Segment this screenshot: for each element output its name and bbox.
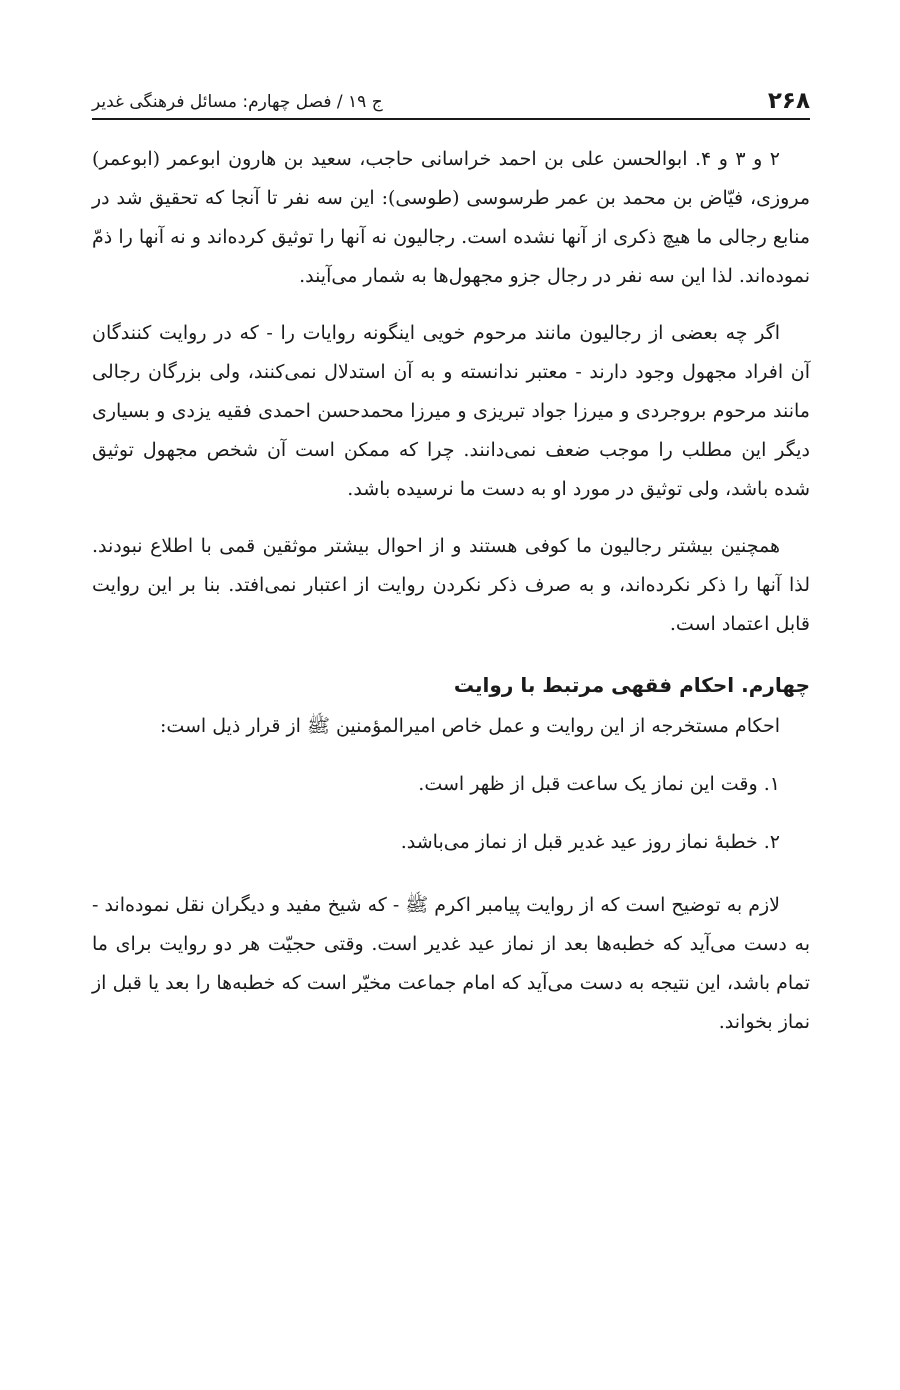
running-header-title: ج ۱۹ / فصل چهارم: مسائل فرهنگی غدیر [92,92,383,112]
paragraph-scholars-opinion: اگر چه بعضی از رجالیون مانند مرحوم خویی اینگونه روایات را - که در روایت کنندگان آن افراد مجهول وجود دارند - معتبر ندانسته و به آن استدلال نمی‌کنند، ولی بزرگان رجالی مانند مرحوم بروجردی و میرزا جواد تبریزی و میرزا محمدحسن احمدی فقیه یزدی و بسیاری دیگر این مطلب را موجب ضعف نمی‌دانند. چرا که ممکن است آن شخص مجهول توثیق شده باشد، ولی توثیق در مورد او به دست ما نرسیده باشد. [92,322,810,500]
page-body [92,140,810,1042]
list-item: ۲. خطبهٔ نماز روز عید غدیر قبل از نماز می‌باشد. [400,831,780,853]
book-page [92,0,810,1390]
section-intro: احکام مستخرجه از این روایت و عمل خاص امیرالمؤمنین ﷺ از قرار ذیل است: [159,715,780,737]
list-item: ۱. وقت این نماز یک ساعت قبل از ظهر است. [418,773,780,795]
page-number: ۲۶۸ [767,88,810,114]
section-heading: چهارم. احکام فقهی مرتبط با روایت [453,673,810,697]
paragraph-narrators: ۲ و ۳ و ۴. ابوالحسن علی بن احمد خراسانی حاجب، سعید بن هارون ابوعمر (ابوعمر) مروزی، فیّاض بن محمد بن عمر طرسوسی (طوسی): این سه نفر تا آنجا که تحقیق شد در منابع رجالی ما هیچ ذکری از آنها نشده است. رجالیون نه آنها را توثیق کرده‌اند و نه آنها را ذمّ نموده‌اند. لذا این سه نفر در رجال جزو مجهول‌ها به شمار می‌آیند. [92,148,810,287]
header-divider [92,118,810,120]
paragraph-closing: لازم به توضیح است که از روایت پیامبر اکرم ﷺ - که شیخ مفید و دیگران نقل نموده‌اند - به دست می‌آید که خطبه‌ها بعد از نماز عید غدیر است. وقتی حجیّت هر دو روایت برای ما تمام باشد، این نتیجه به دست می‌آید که امام جماعت مخیّر است که خطبه‌ها را بعد یا قبل از نماز بخواند. [92,894,810,1033]
paragraph-kufi-rijalis: همچنین بیشتر رجالیون ما کوفی هستند و از احوال بیشتر موثقین قمی با اطلاع نبودند. لذا آنها را ذکر نکرده‌اند، و به صرف ذکر نکردن روایت از اعتبار نمی‌افتد. بنا بر این روایت قابل اعتماد است. [92,535,810,635]
running-header [92,76,810,116]
